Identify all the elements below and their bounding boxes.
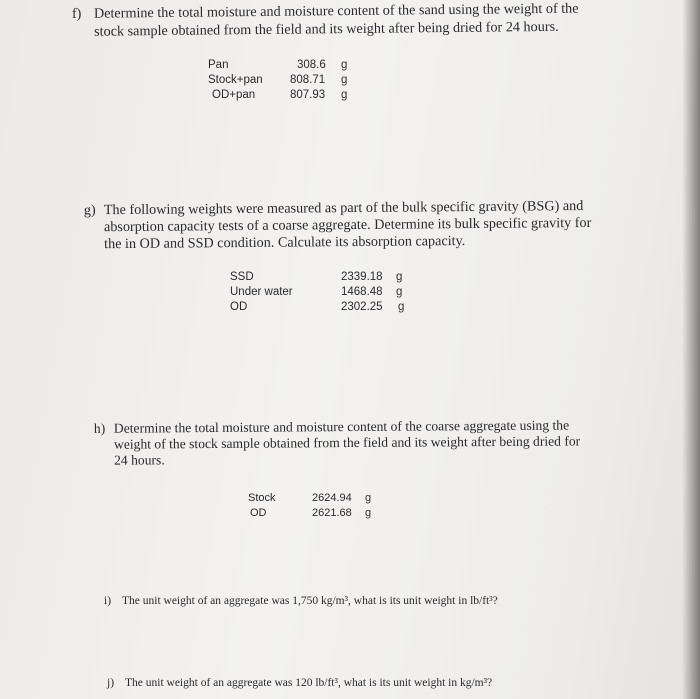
question-g <box>84 198 624 257</box>
question-g-table <box>230 270 410 315</box>
question-f-table <box>208 58 368 103</box>
row-value: 2302.25 <box>341 301 383 313</box>
row-unit: g <box>396 271 403 283</box>
row-label: OD <box>250 507 267 519</box>
row-value: 1468.48 <box>341 286 383 298</box>
question-h-line-1: Determine the total moisture and moisture content of the coarse aggregate using the <box>113 417 570 436</box>
question-g-number: g) <box>83 202 96 219</box>
question-g-line-3: the in OD and SSD condition. Calculate its absorption capacity. <box>104 233 466 253</box>
question-h-line-2: weight of the stock sample obtained from the field and its weight after being dried for <box>113 433 581 452</box>
row-label: OD <box>230 301 248 313</box>
row-unit: g <box>341 59 348 71</box>
page-edge-shadow <box>682 0 700 699</box>
table-row <box>208 58 368 73</box>
row-unit: g <box>341 74 348 86</box>
row-unit: g <box>365 492 372 504</box>
row-label: Pan <box>208 59 229 71</box>
row-value: 2624.94 <box>312 492 352 504</box>
question-h <box>94 416 614 474</box>
row-unit: g <box>341 89 348 101</box>
row-label: SSD <box>230 271 254 283</box>
question-f-line-1: Determine the total moisture and moisture content of the sand using the weight of the <box>93 0 579 22</box>
question-j-number: j) <box>107 677 115 689</box>
row-unit: g <box>365 507 372 519</box>
row-label: Under water <box>230 286 293 298</box>
question-j <box>107 675 577 692</box>
question-f-line-2: stock sample obtained from the field and its weight after being dried for 24 hours. <box>94 18 559 40</box>
row-unit: g <box>398 301 405 313</box>
row-label: Stock <box>248 492 276 504</box>
question-i-number: i) <box>104 595 112 607</box>
question-f <box>72 0 632 42</box>
question-h-line-3: 24 hours. <box>114 452 165 468</box>
table-row <box>208 73 368 88</box>
row-unit: g <box>396 286 403 298</box>
row-label: Stock+pan <box>208 74 263 86</box>
question-j-text: The unit weight of an aggregate was 120 lb/ft³, what is its unit weight in kg/m³? <box>125 677 493 689</box>
question-h-table <box>248 491 378 521</box>
table-row <box>208 88 368 103</box>
question-g-line-2: absorption capacity tests of a coarse aggregate. Determine its bulk specific gravity for <box>103 214 592 236</box>
table-row <box>248 491 378 506</box>
row-value: 308.6 <box>297 59 326 71</box>
row-value: 807.93 <box>290 89 326 101</box>
row-label: OD+pan <box>212 89 256 101</box>
question-i <box>104 593 574 610</box>
question-f-number: f) <box>71 5 82 22</box>
row-value: 808.71 <box>290 74 326 86</box>
table-row <box>230 285 410 300</box>
row-value: 2621.68 <box>312 507 352 519</box>
question-i-text: The unit weight of an aggregate was 1,750 kg/m³, what is its unit weight in lb/ft³? <box>122 595 498 607</box>
question-h-number: h) <box>93 420 106 436</box>
table-row <box>248 506 378 521</box>
table-row <box>230 300 410 315</box>
question-g-line-1: The following weights were measured as part of the bulk specific gravity (BSG) and <box>103 197 584 219</box>
row-value: 2339.18 <box>341 271 383 283</box>
table-row <box>230 270 410 285</box>
